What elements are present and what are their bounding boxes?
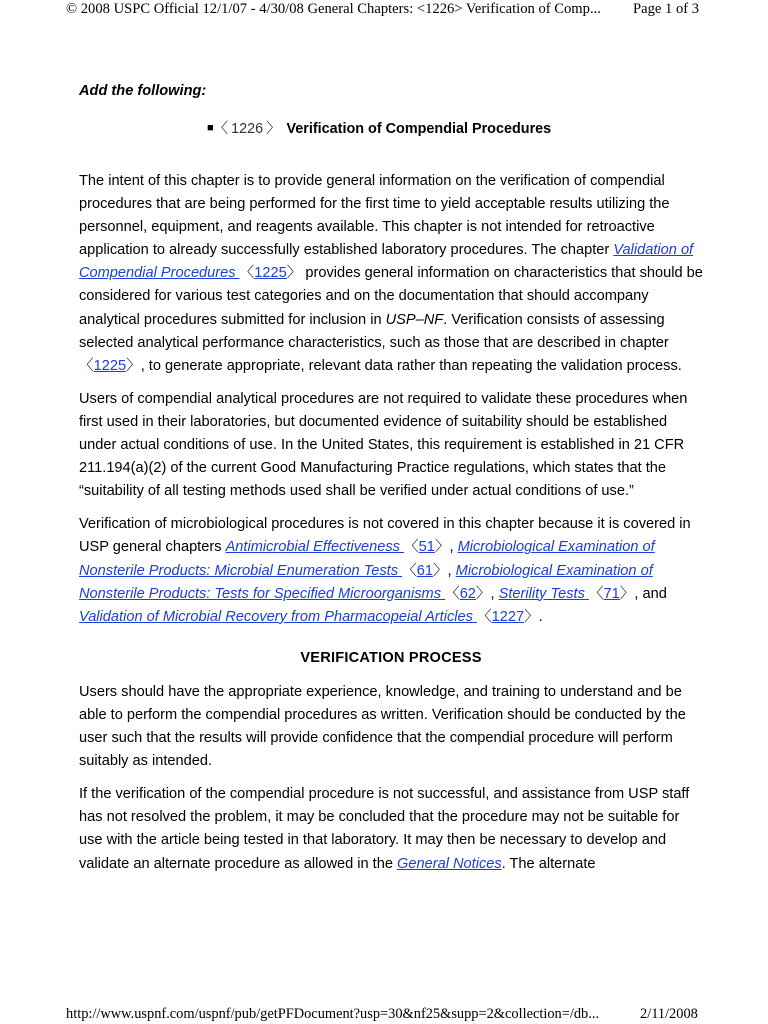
chapter-title-text: Verification of Compendial Procedures: [286, 121, 552, 137]
paragraph-intent: The intent of this chapter is to provide general information on the verification of compendial procedures that are being performed for the first time to yield acceptable results utilizing the personnel, equipment, and reagents available. This chapter is not intended for retroactive application to already successfully established laboratory procedures. The chapter Validation of Compendial Procedures 〈1225〉 provides general information on characteristics that should be considered for various test categories and on the documentation that should accompany analytical procedures submitted for inclusion in USP–NF. Verification consists of assessing selected analytical performance characteristics, such as those that are described in chapter 〈1225〉, to generate appropriate, relevant data rather than repeating the validation process.: [79, 173, 703, 374]
link-antimicrobial-effectiveness[interactable]: Antimicrobial Effectiveness: [225, 539, 405, 556]
link-validation-compendial[interactable]: Validation of Compendial Procedures: [79, 242, 694, 282]
chapter-title: ■〈 1226 〉 Verification of Compendial Procedures: [207, 121, 552, 137]
link-1227[interactable]: 1227: [491, 608, 525, 625]
link-general-notices[interactable]: General Notices: [397, 855, 502, 872]
header-text: © 2008 USPC Official 12/1/07 - 4/30/08 General Chapters: <1226> Verification of Comp...: [66, 1, 601, 17]
link-sterility-tests[interactable]: Sterility Tests: [498, 585, 589, 602]
paragraph-verification: Users should have the appropriate experience, knowledge, and training to understand and be able to perform the compendial procedures as written. Verification should be conducted by the user such that the results will provide confidence that the compendial procedure will perform suitably as intended.: [79, 683, 686, 770]
link-microbial-recovery[interactable]: Validation of Microbial Recovery from Pharmacopeial Articles: [79, 608, 477, 625]
document-body: [79, 170, 703, 876]
link-microbial-enumeration[interactable]: Microbiological Examination of Nonsterile Products: Microbial Enumeration Tests: [79, 539, 655, 579]
link-51[interactable]: 51: [418, 539, 435, 556]
link-62[interactable]: 62: [459, 585, 476, 602]
paragraph-not-successful: If the verification of the compendial procedure is not successful, and assistance from USP staff has not resolved the problem, it may be concluded that the procedure may not be suitable for use with the article being tested in that laboratory. It may then be necessary to develop and validate an alternate procedure as allowed in the General Notices. The alternate: [79, 786, 690, 872]
page-footer: [66, 1006, 698, 1023]
chapter-number: 1226: [231, 121, 264, 137]
link-1225-second[interactable]: 1225: [93, 357, 127, 374]
paragraph-microbiological: Verification of microbiological procedures is not covered in this chapter because it is covered in USP general chapters Antimicrobial Effectiveness 〈51〉, Microbiological Examination of Nonsterile Products: Microbial Enumeration Tests 〈61〉, Microbiological Examination of Nonsterile Products: Tests for Specified Microorganisms 〈62〉, Sterility Tests 〈71〉, and Validation of Microbial Recovery from Pharmacopeial Articles 〈1227〉.: [79, 516, 691, 625]
paragraph-users: Users of compendial analytical procedures are not required to validate these procedures when first used in their laboratories, but documented evidence of suitability should be established under actual conditions of use. In the United States, this requirement is established in 21 CFR 211.194(a)(2) of the current Good Manufacturing Practice regulations, which states that the “suitability of all testing methods used shall be verified under actual conditions of use.”: [79, 390, 688, 500]
add-following-label: Add the following:: [79, 83, 207, 99]
footer-date: 2/11/2008: [640, 1006, 698, 1022]
revision-marker: ■: [207, 122, 214, 134]
link-specified-microorganisms[interactable]: Microbiological Examination of Nonsterile Products: Tests for Specified Microorganisms: [79, 562, 653, 602]
section-heading: VERIFICATION PROCESS: [300, 649, 482, 666]
link-1225[interactable]: 1225: [254, 265, 287, 282]
page-number: Page 1 of 3: [633, 1, 700, 17]
link-61[interactable]: 61: [416, 562, 433, 579]
footer-url: http://www.uspnf.com/uspnf/pub/getPFDocument?usp=30&nf25&supp=2&collection=/db...: [66, 1006, 600, 1022]
link-71[interactable]: 71: [603, 585, 620, 602]
page-header: [66, 1, 700, 18]
